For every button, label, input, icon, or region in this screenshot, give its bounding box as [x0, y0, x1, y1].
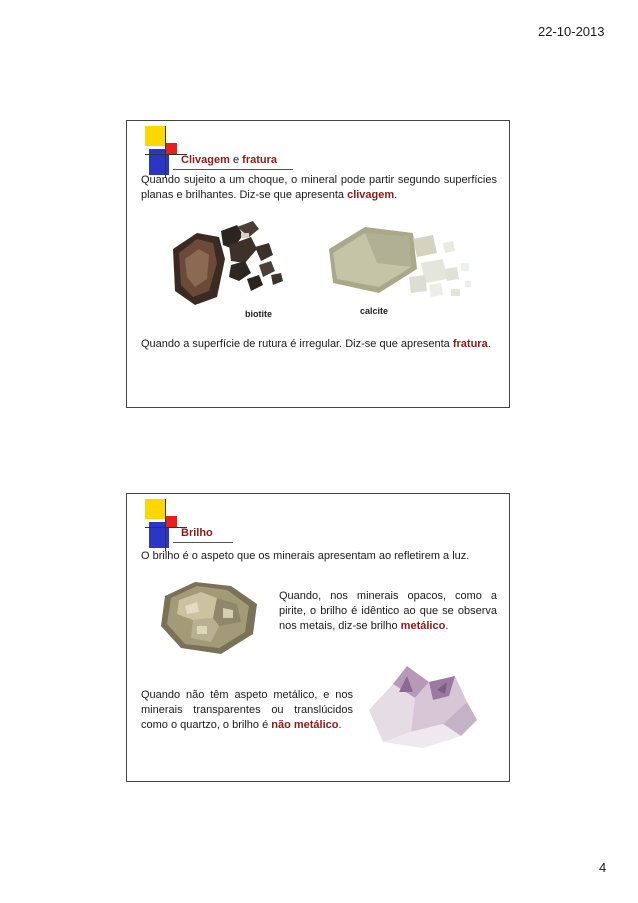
title-underline [173, 542, 233, 543]
slide-decoration [145, 126, 187, 178]
slide-decoration [145, 499, 187, 551]
quartz-image [363, 662, 483, 750]
slide-brilho [126, 493, 510, 782]
fratura-paragraph: Quando a superfície de rutura é irregular. Diz-se que apresenta fratura. [141, 338, 491, 350]
brilho-definition: O brilho é o aspeto que os minerais apresentam ao refletirem a luz. [141, 550, 470, 562]
slide-clivagem-fratura [126, 120, 510, 408]
pyrite-image [157, 576, 267, 658]
title-underline [173, 169, 293, 170]
clivagem-paragraph: Quando sujeito a um choque, o mineral pode partir segundo superfícies planas e brilhantes. Diz-se que apresenta clivagem. [141, 174, 497, 201]
metalico-paragraph: Quando, nos minerais opacos, como a pirite, o brilho é idêntico ao que se observa nos metais, diz-se brilho metálico. [279, 590, 497, 632]
page-number: 4 [599, 860, 607, 875]
slide-title: Brilho [181, 527, 213, 539]
biotite-image [167, 219, 287, 309]
slide-title: Clivagem e fratura [181, 154, 277, 166]
calcite-image [325, 219, 475, 309]
page-date: 22-10-2013 [538, 24, 605, 39]
nao-metalico-paragraph: Quando não têm aspeto metálico, e nos minerais transparentes ou translúcidos como o quartzo, o brilho é não metálico. [141, 689, 353, 731]
biotite-caption: biotite [245, 309, 272, 319]
calcite-caption: calcite [360, 306, 389, 316]
